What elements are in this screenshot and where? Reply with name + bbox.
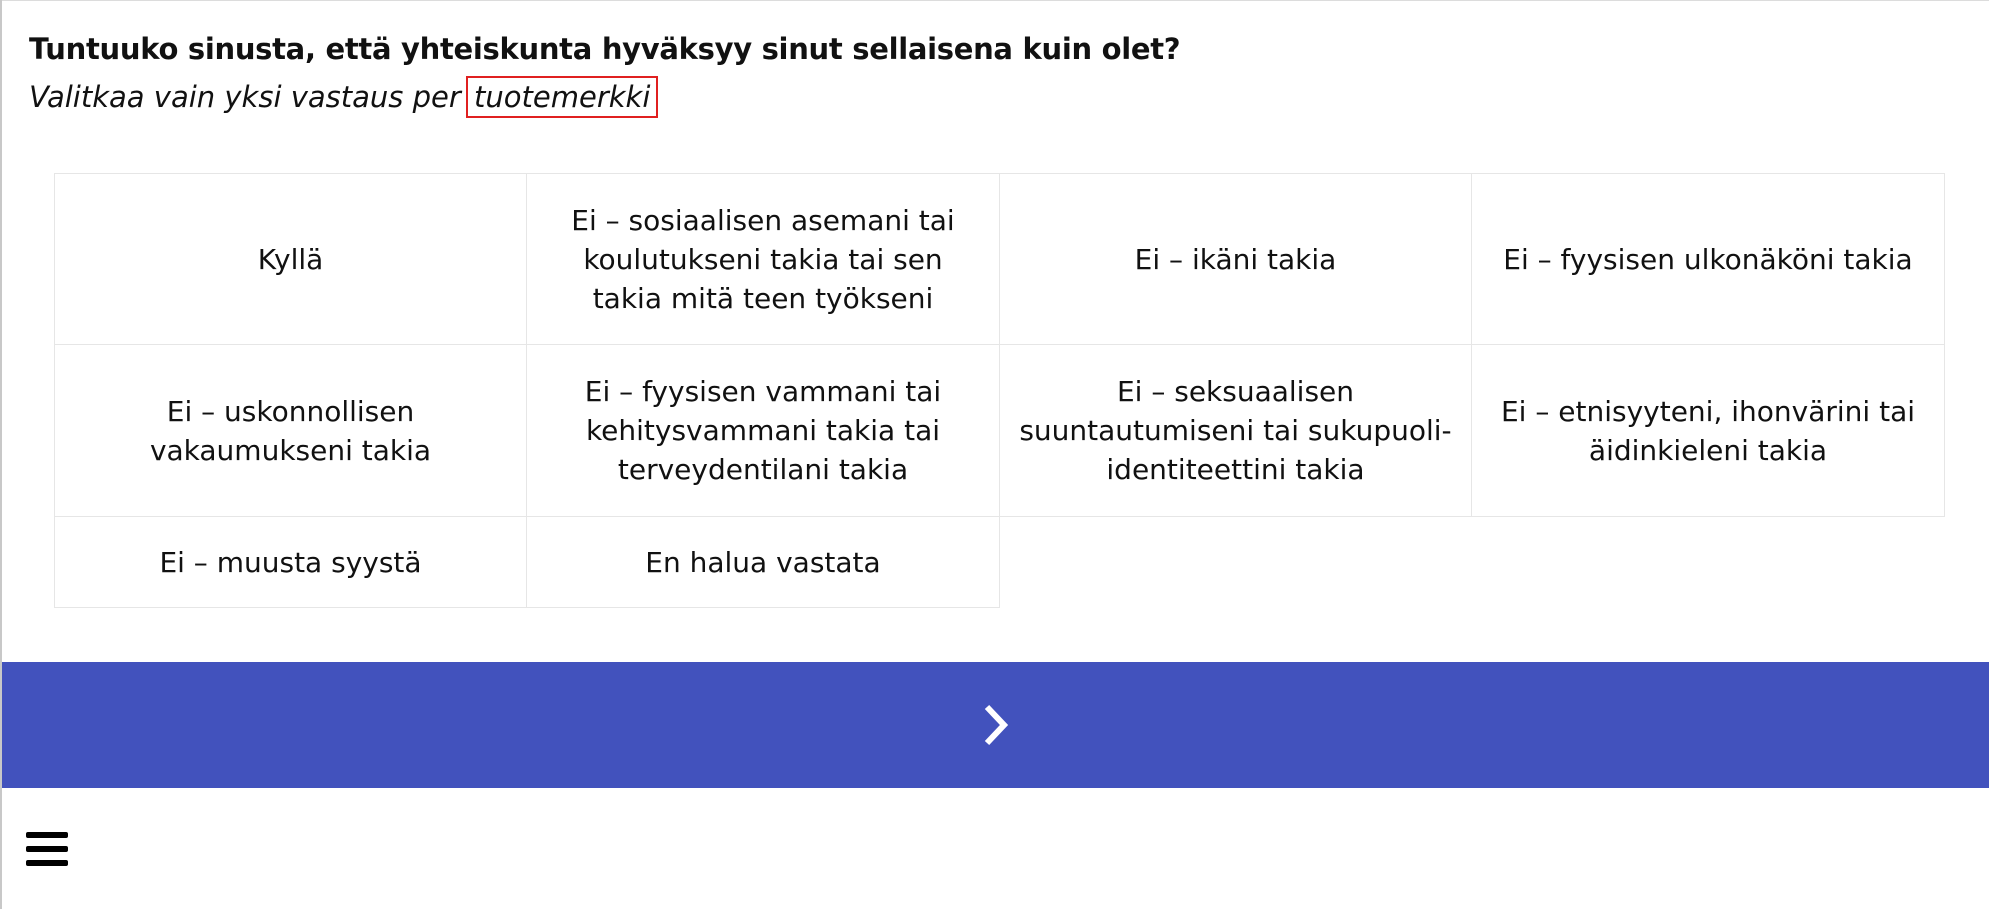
answer-option-label: Ei – uskonnollisen vakaumukseni takia [149,394,432,467]
answer-option-kylla[interactable] [54,173,527,345]
next-button[interactable] [2,662,1989,788]
answer-option-label: Ei – fyysisen vammani tai kehitysvammani takia tai terveydentilani takia [584,375,942,486]
answer-grid [54,173,1945,608]
answer-option-social-status[interactable] [526,173,1000,345]
hamburger-menu-icon [26,830,68,868]
answer-option-label: Ei – sosiaalisen asemani tai koulutukseni takia tai sen takia mitä teen työkseni [571,203,955,315]
hamburger-menu-button[interactable] [26,830,68,868]
answer-option-age[interactable] [999,173,1472,345]
answer-option-label: Ei – etnisyyteni, ihonvärini tai äidinkieleni takia [1500,394,1916,467]
answer-option-label: En halua vastata [645,545,881,579]
answer-option-label: Kyllä [257,242,324,276]
answer-option-religion[interactable] [54,344,527,517]
answer-option-prefer-not[interactable] [526,516,1000,608]
instruction-text [29,80,654,114]
question-title: Tuntuuko sinusta, että yhteiskunta hyväksyy sinut sellaisena kuin olet? [29,32,1181,66]
answer-option-appearance[interactable] [1471,173,1945,345]
answer-option-label: Ei – ikäni takia [1134,242,1337,276]
answer-option-sexual-orientation[interactable] [999,344,1472,517]
instruction-highlight: tuotemerkki [470,80,654,114]
answer-option-label: Ei – muusta syystä [159,545,422,579]
answer-option-disability[interactable] [526,344,1000,517]
answer-option-other-reason[interactable] [54,516,527,608]
chevron-right-icon [981,702,1011,748]
answer-option-ethnicity[interactable] [1471,344,1945,517]
instruction-prefix: Valitkaa vain yksi vastaus per [29,80,461,114]
answer-option-label: Ei – fyysisen ulkonäköni takia [1503,242,1913,276]
answer-option-label: Ei – seksuaalisen suuntautumiseni tai sukupuoli-identiteettini takia [1019,375,1452,486]
page-top-border [0,0,1989,1]
